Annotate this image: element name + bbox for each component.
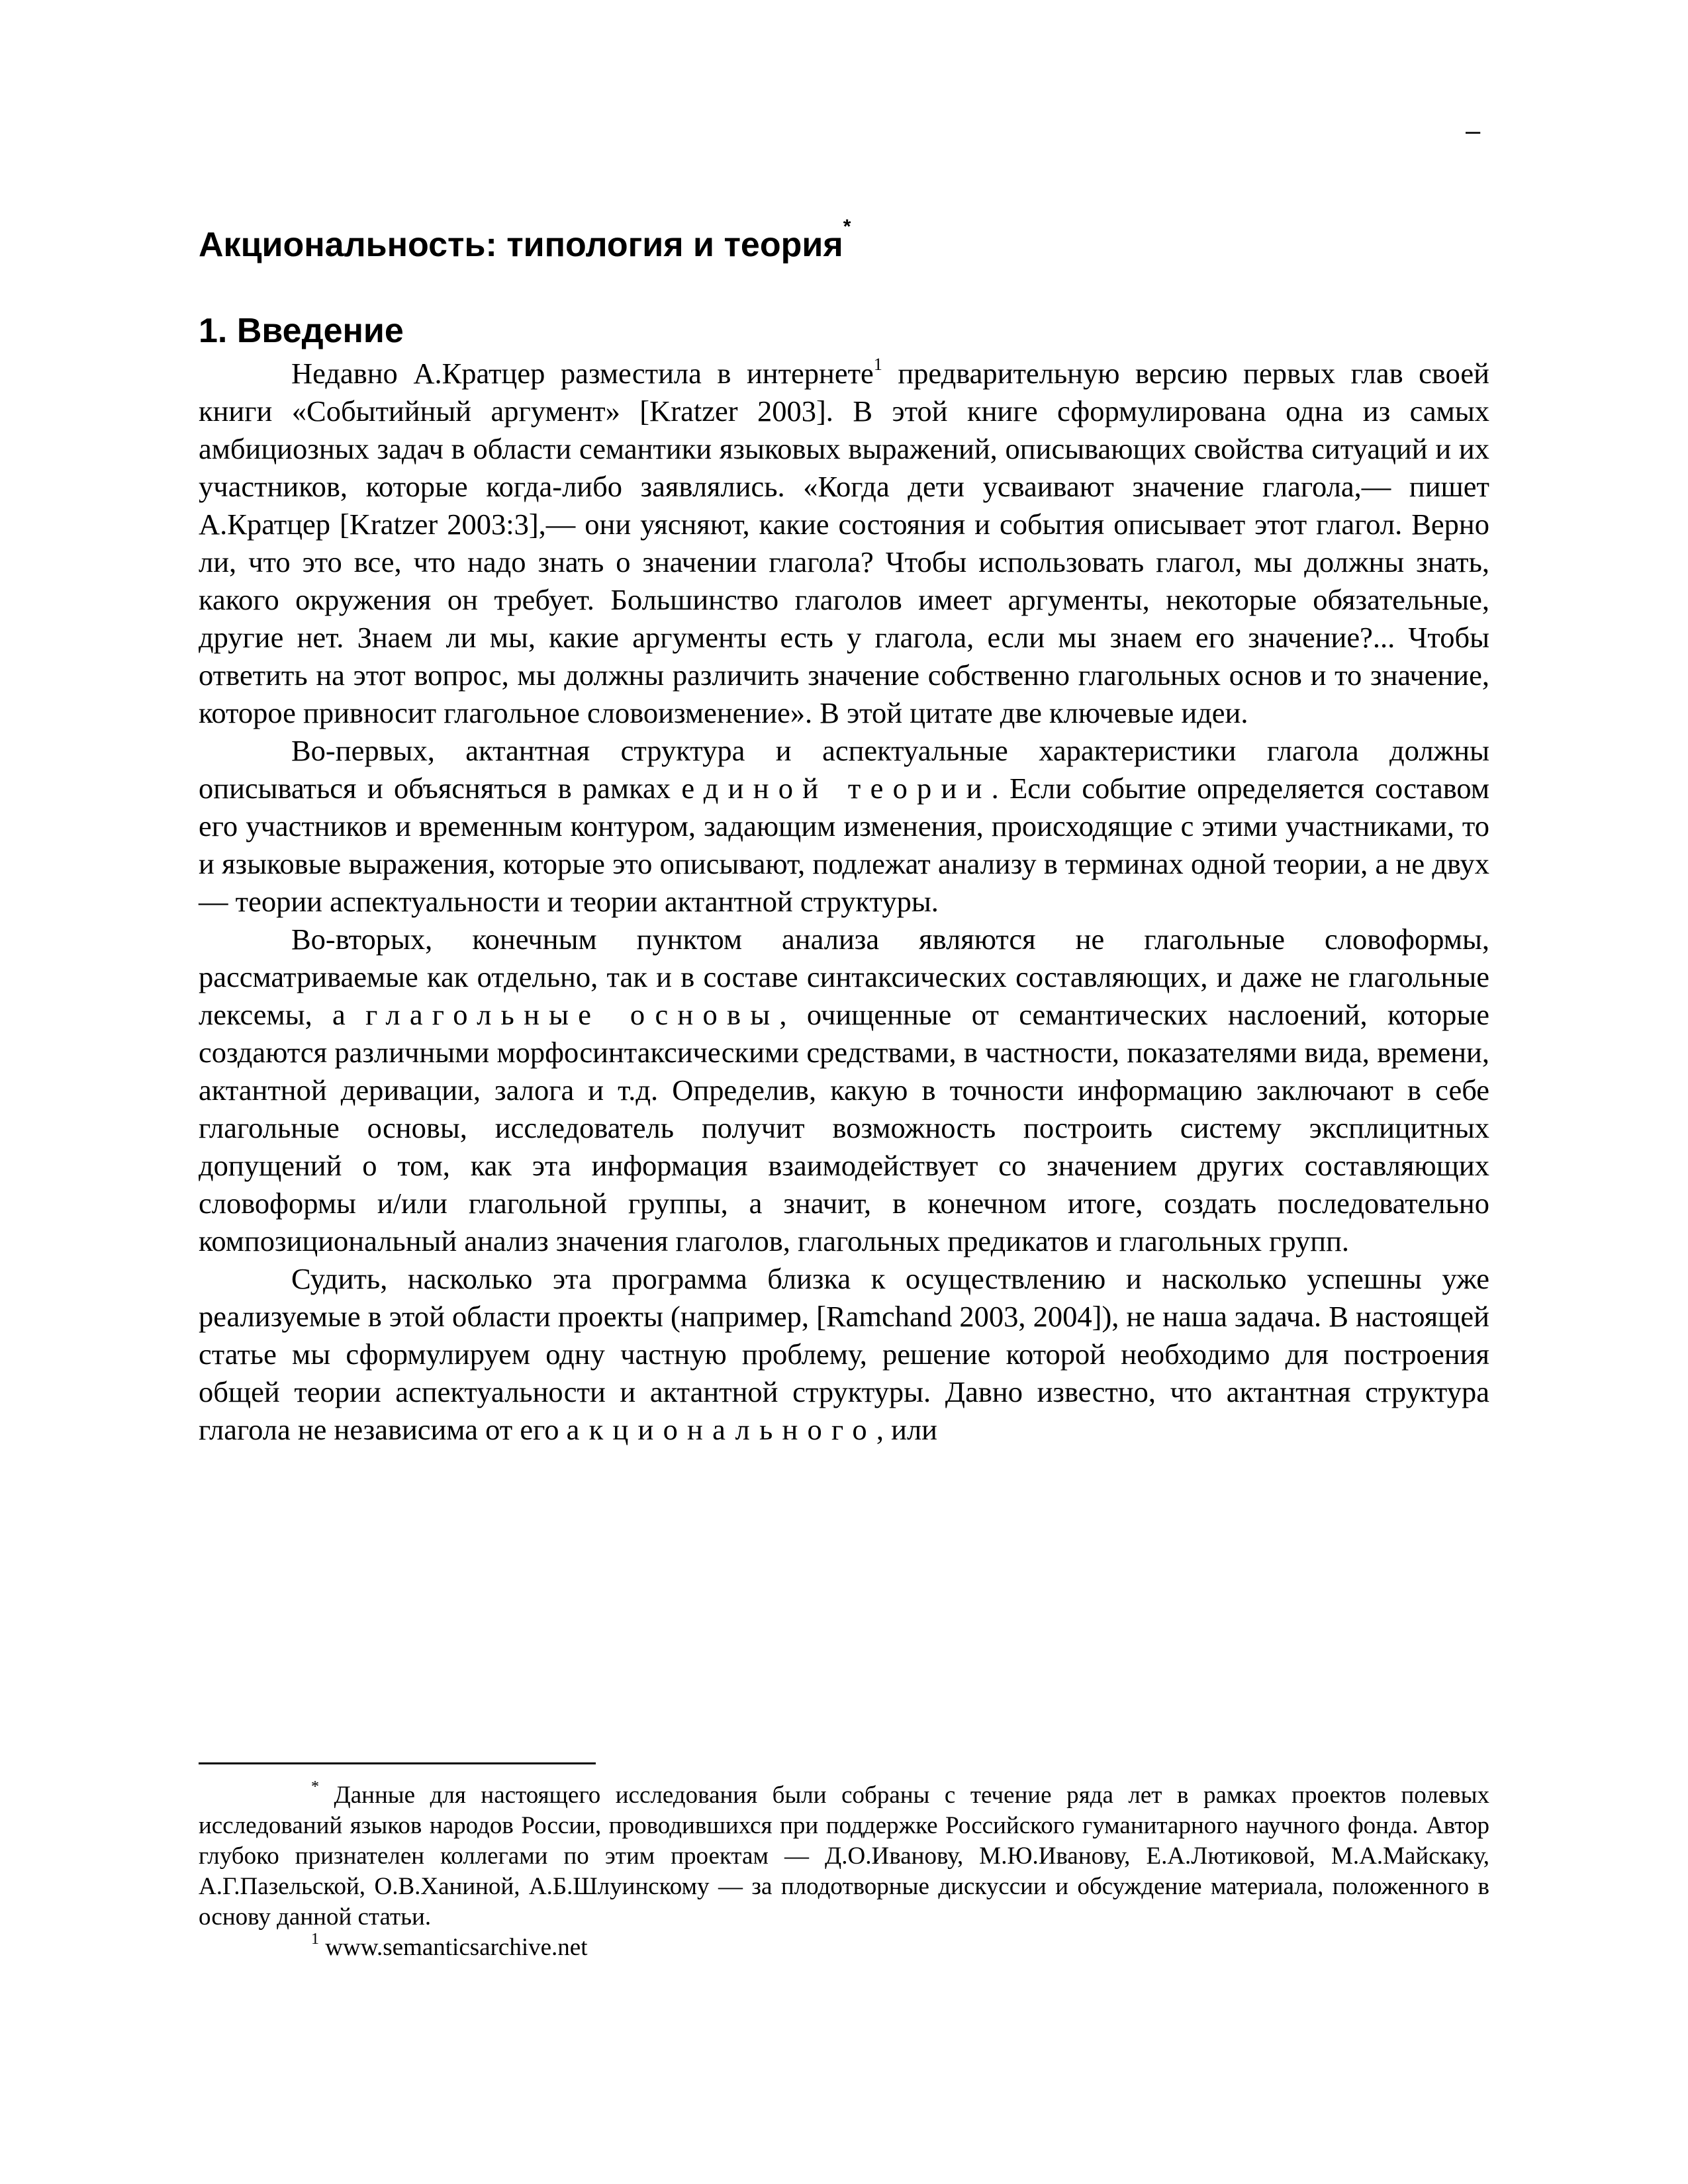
footnote-separator <box>199 1762 596 1764</box>
paragraph-4-part-b: , или <box>876 1413 937 1446</box>
footnote-star-text: Данные для настоящего исследования были собраны с течение ряда лет в рамках проектов полевых исследований языков народов России, проводившихся при поддержке Российского гуманитарного научного фонда. Автор глубоко признателен коллегами по этим проектам — Д.О.Иванову, М.Ю.Иванову, Е.А.Лютиковой, М.А.Майскаку, А.Г.Пазельской, О.В.Ханиной, А.Б.Шлуинскому — за плодотворные дискуссии и обсуждение материала, положенного в основу данной статьи. <box>199 1782 1489 1931</box>
paragraph-3-part-a: Во-вторых, конечным пунктом анализа являются не глагольные словоформы, рассматриваемые как отдельно, так и в составе синтаксических составляющих, и даже не глагольные лексемы, а <box>199 923 1489 1031</box>
spaced-emphasis: единой теории <box>681 772 992 805</box>
paragraph-1-part-a: Недавно А.Кратцер разместила в интернете <box>291 357 874 390</box>
article-title <box>199 218 1489 271</box>
paragraph-3-part-b: , очищенные от семантических наслоений, которые создаются различными морфосинтаксическими средствами, в частности, показателями вида, времени, актантной деривации, залога и т.д. Определив, какую в точности информацию заключают в себе глагольные основы, исследователь получит возможность построить систему эксплицитных допущений о том, как эта информация взаимодействует со значением других составляющих словоформы и/или глагольной группы, а значит, в конечном итоге, создать последовательно композициональный анализ значения глаголов, глагольных предикатов и глагольных групп. <box>199 998 1489 1257</box>
article-body <box>199 218 1489 1449</box>
paragraph-1-part-b: предварительную версию первых глав своей книги «Событийный аргумент» [Kratzer 2003]. В этой книге сформулирована одна из самых амбициозных задач в области семантики языковых выражений, описывающих свойства ситуаций и их участников, которые когда-либо заявлялись. «Когда дети усваивают значение глагола,— пишет А.Кратцер [Kratzer 2003:3],— они уясняют, какие состояния и события описывает этот глагол. Верно ли, что это все, что надо знать о значении глагола? Чтобы использовать глагол, мы должны знать, какого окружения он требует. Большинство глаголов имеет аргументы, некоторые обязательные, другие нет. Знаем ли мы, какие аргументы есть у глагола, если мы знаем его значение?... Чтобы ответить на этот вопрос, мы должны различить значение собственно глагольных основ и то значение, которое привносит глагольное словоизменение». В этой цитате две ключевые идеи. <box>199 357 1489 729</box>
footnote-star <box>199 1780 1489 1933</box>
paragraph-2-part-b: . Если событие определяется составом его участников и временным контуром, задающим изменения, происходящие с этими участниками, то и языковые выражения, которые это описывают, подлежат анализу в терминах одной теории, а не двух — теории аспектуальности и теории актантной структуры. <box>199 772 1489 918</box>
article-title-text: Акциональность: типология и теория <box>199 226 843 264</box>
title-footnote-marker[interactable]: * <box>843 216 851 238</box>
paragraph-4-part-a: Судить, насколько эта программа близка к осуществлению и насколько успешны уже реализуемые в этой области проекты (например, [Ramchand 2003, 2004]), не наша задача. В настоящей статье мы сформулируем одну частную проблему, решение которой необходимо для построения общей теории аспектуальности и актантной структуры. Давно известно, что актантная структура глагола не независима от его <box>199 1262 1489 1446</box>
section-heading: 1. Введение <box>199 312 404 350</box>
section-text <box>199 355 1489 1449</box>
paragraph-3 <box>199 921 1489 1260</box>
paragraph-1 <box>199 355 1489 732</box>
footnote-1-marker: 1 <box>311 1931 319 1948</box>
spaced-emphasis: глагольные основы <box>365 998 780 1031</box>
footnote-1 <box>199 1933 1489 1963</box>
paragraph-2-part-a: Во-первых, актантная структура и аспектуальные характеристики глагола должны описываться и объясняться в рамках <box>199 734 1489 805</box>
footnote-ref-1[interactable]: 1 <box>873 355 882 374</box>
footnotes <box>199 1780 1489 1963</box>
footnote-1-link[interactable]: www.semanticsarchive.net <box>319 1934 588 1961</box>
footnote-star-marker: * <box>311 1778 319 1796</box>
page-mark: – <box>1466 116 1481 146</box>
spaced-emphasis: акционального <box>566 1413 876 1446</box>
paragraph-4 <box>199 1260 1489 1449</box>
paragraph-2 <box>199 732 1489 921</box>
